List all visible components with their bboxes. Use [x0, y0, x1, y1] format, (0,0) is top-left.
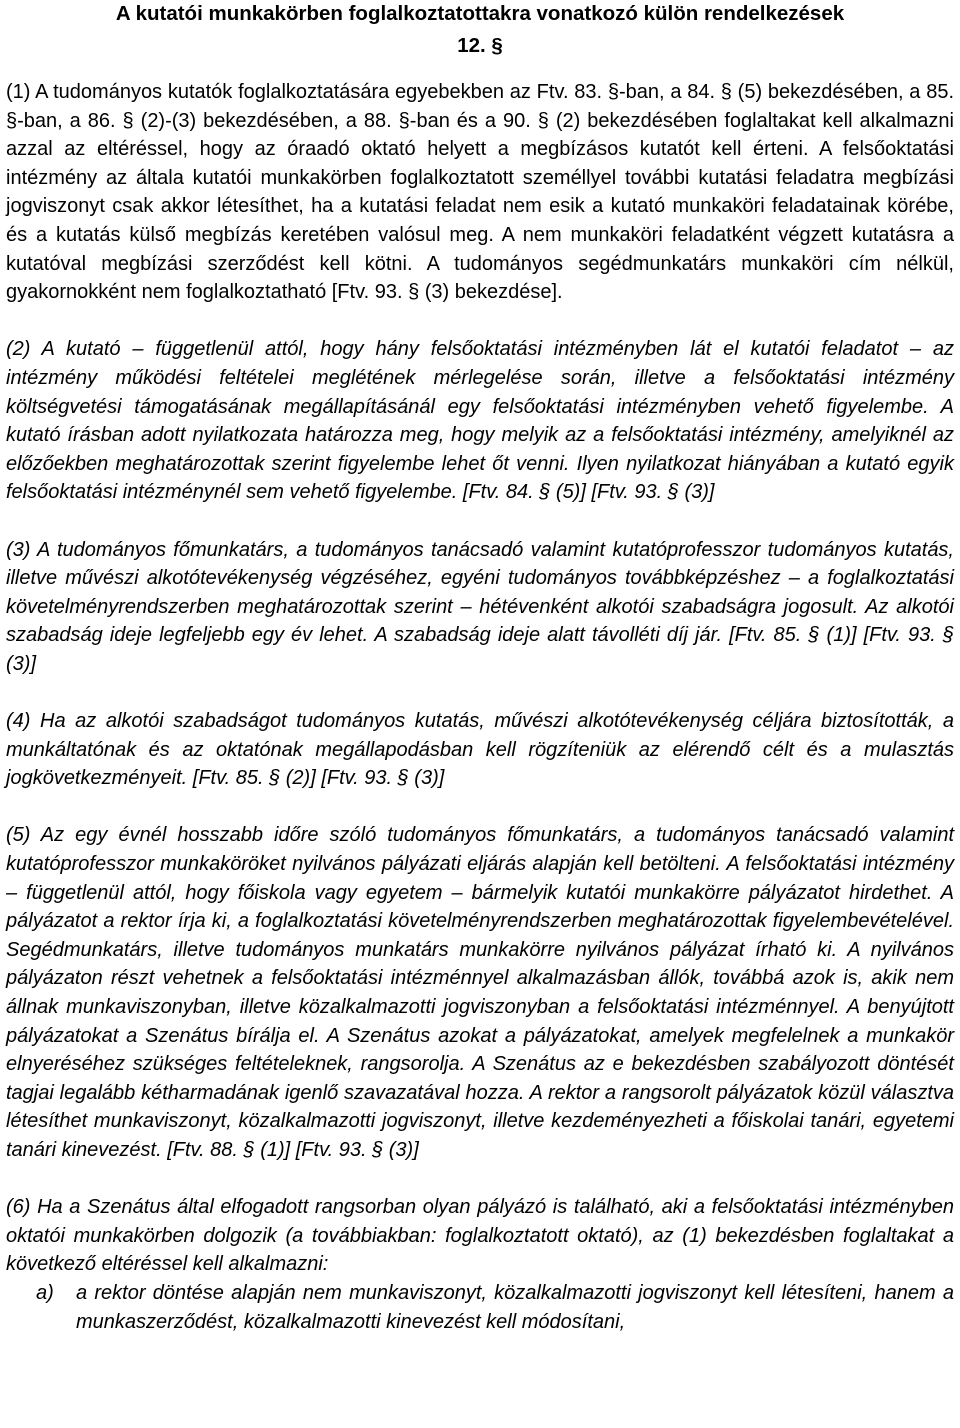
list-marker: a)	[36, 1281, 54, 1304]
document-header	[6, 0, 954, 62]
paragraph-1: (1) A tudományos kutatók foglalkoztatására egyebekben az Ftv. 83. §-ban, a 84. § (5) bekezdésében, a 85. §-ban, a 86. § (2)-(3) bekezdésében, a 88. §-ban és a 90. § (2) bekezdésében foglaltakat kell alkalmazni azzal az eltéréssel, hogy az óraadó oktató helyett a megbízásos kutatót kell érteni. A felsőoktatási intézmény az általa kutatói munkakörben foglalkoztatott személlyel további kutatási feladatra megbízási jogviszonyt csak akkor létesíthet, ha a kutatási feladat nem esik a kutató munkaköri feladatainak körébe, és a kutatás külső megbízás keretében valósul meg. A nem munkaköri feladatként végzett kutatásra a kutatóval megbízási szerződést kell kötni. A tudományos segédmunkatárs munkaköri cím nélkül, gyakornokként nem foglalkoztatható [Ftv. 93. § (3) bekezdése].	[6, 81, 954, 304]
list-item-text: a rektor döntése alapján nem munkaviszonyt, közalkalmazotti jogviszonyt kell létesíteni, hanem a munkaszerződést, közalkalmazotti kinevezést kell módosítani,	[76, 1281, 954, 1333]
section-number: 12. §	[457, 34, 503, 57]
paragraph-6: (6) Ha a Szenátus által elfogadott rangsorban olyan pályázó is található, aki a felsőoktatási intézményben oktatói munkakörben dolgozik (a továbbiakban: foglalkoztatott oktató), az (1) bekezdésben foglaltakat a következő eltéréssel kell alkalmazni:	[6, 1196, 954, 1276]
spacer	[6, 1165, 954, 1194]
spacer	[6, 793, 954, 822]
spacer	[6, 307, 954, 336]
paragraph-4: (4) Ha az alkotói szabadságot tudományos kutatás, művészi alkotótevékenység céljára biztosították, a munkáltatónak és az oktatónak megállapodásban kell rögzíteniük az elérendő célt és a mulasztás jogkövetkezményeit. [Ftv. 85. § (2)] [Ftv. 93. § (3)]	[6, 710, 954, 790]
spacer	[6, 678, 954, 707]
spacer	[6, 507, 954, 536]
paragraph-5: (5) Az egy évnél hosszabb időre szóló tudományos főmunkatárs, a tudományos tanácsadó valamint kutatóprofesszor munkaköröket nyilvános pályázati eljárás alapján kell betölteni. A felsőoktatási intézmény – függetlenül attól, hogy főiskola vagy egyetem – bármelyik kutatói munkakörre pályázatot hirdethet. A pályázatot a rektor írja ki, a foglalkoztatási követelményrendszerben meghatározottak figyelembevételével. Segédmunkatárs, illetve tudományos munkatárs munkakörre nyilvános pályázat írható ki. A nyilvános pályázaton részt vehetnek a felsőoktatási intézménnyel alkalmazásban állók, továbbá azok is, akik nem állnak munkaviszonyban, illetve közalkalmazotti jogviszonyban a felsőoktatási intézménnyel. A benyújtott pályázatokat a Szenátus bírálja el. A Szenátus azokat a pályázatokat, amelyek megfelelnek a munkakör elnyeréséhez szükséges feltételeknek, rangsorolja. A Szenátus az e bekezdésben szabályozott döntését tagjai legalább kétharmadának igenlő szavazatával hozza. A rektor a rangsorolt pályázatok közül választva létesíthet munkaviszonyt, közalkalmazotti jogviszonyt, illetve kezdeményezheti a főiskolai tanári, egyetemi tanári kinevezést. [Ftv. 88. § (1)] [Ftv. 93. § (3)]	[6, 824, 954, 1161]
paragraph-2: (2) A kutató – függetlenül attól, hogy hány felsőoktatási intézményben lát el kutatói feladatot – az intézmény működési feltételei meglétének mérlegelése során, illetve a felsőoktatási intézmény költségvetési támogatásának megállapításánál egy felsőoktatási intézményben vehető figyelembe. A kutató írásban adott nyilatkozata határozza meg, hogy melyik az a felsőoktatási intézmény, amelyiknél az előzőekben meghatározottak szerint figyelembe lehet őt venni. Ilyen nyilatkozat hiányában a kutató egyik felsőoktatási intézménynél sem vehető figyelembe. [Ftv. 84. § (5)] [Ftv. 93. § (3)]	[6, 338, 954, 504]
paragraph-3: (3) A tudományos főmunkatárs, a tudományos tanácsadó valamint kutatóprofesszor tudományos kutatás, illetve művészi alkotótevékenység végzéséhez, egyéni tudományos továbbképzéshez – a foglalkoztatási követelményrendszerben meghatározottak szerint – hétévenként alkotói szabadságra jogosult. Az alkotói szabadság ideje legfeljebb egy év lehet. A szabadság ideje alatt távolléti díj jár. [Ftv. 85. § (1)] [Ftv. 93. § (3)]	[6, 538, 954, 675]
document-title: A kutatói munkakörben foglalkoztatottakra vonatkozó külön rendelkezések	[115, 2, 845, 25]
list-item-a	[6, 1279, 954, 1336]
